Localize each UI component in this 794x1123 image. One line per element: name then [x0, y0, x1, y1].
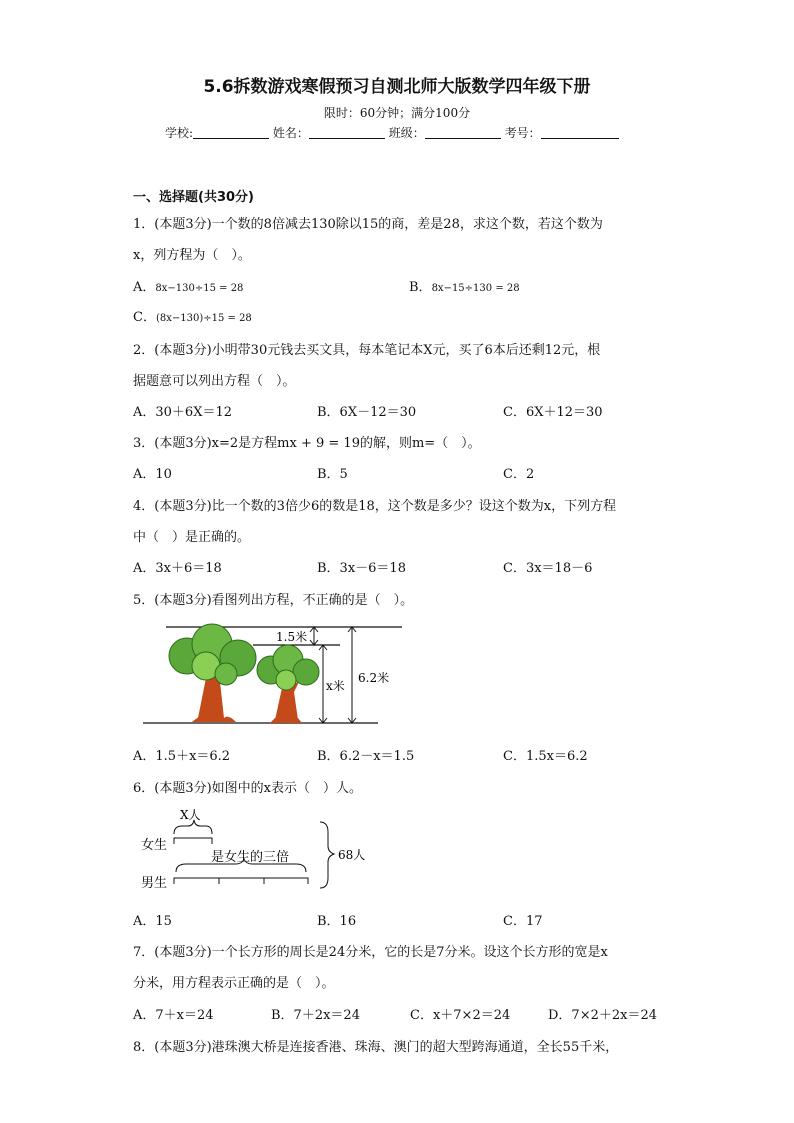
question-2-text: 2．(本题3分)小明带30元钱去买文具，每本笔记本X元，买了6本后还剩12元，根 — [133, 343, 601, 358]
class-blank[interactable] — [425, 126, 501, 139]
option-5c[interactable]: C．1.5x＝6.2 — [503, 749, 588, 764]
total-label: 68人 — [338, 848, 366, 862]
option-1a[interactable]: A．8x−130÷15 = 28 — [133, 280, 244, 295]
name-label: 姓名： — [272, 126, 309, 140]
option-2a[interactable]: A．30＋6X＝12 — [133, 405, 232, 420]
option-3c[interactable]: C．2 — [503, 467, 535, 482]
option-6c[interactable]: C．17 — [503, 914, 543, 929]
x-height-label: x米 — [326, 679, 345, 693]
option-7c[interactable]: C．x＋7×2＝24 — [410, 1008, 511, 1023]
tree-height-figure — [140, 618, 410, 730]
boys-label: 男生 — [141, 876, 168, 891]
exam-number-label: 考号： — [504, 126, 541, 140]
x-people-label: X人 — [180, 808, 201, 822]
question-6-text: 6．(本题3分)如图中的x表示（ ）人。 — [133, 781, 363, 796]
school-label: 学校: — [165, 126, 194, 140]
question-3-text: 3．(本题3分)x=2是方程mx + 9 = 19的解，则m=（ ）。 — [133, 436, 481, 451]
girls-top-brace — [174, 820, 212, 834]
student-info-line — [165, 124, 619, 141]
triple-label: 是女生的三倍 — [211, 850, 290, 865]
small-tree-icon — [257, 645, 319, 723]
section-heading: 一、选择题(共30分) — [133, 190, 254, 205]
question-5-text: 5．(本题3分)看图列出方程，不正确的是（ ）。 — [133, 593, 414, 608]
student-count-figure — [136, 804, 376, 896]
option-3a[interactable]: A．10 — [133, 467, 172, 482]
option-4a[interactable]: A．3x＋6＝18 — [133, 561, 222, 576]
question-4-text-cont: 中（ ）是正确的。 — [133, 530, 251, 545]
question-2-text-cont: 据题意可以列出方程（ ）。 — [133, 374, 296, 389]
top-gap-arrow — [310, 627, 318, 645]
option-2b[interactable]: B．6X－12＝30 — [317, 405, 417, 420]
total-brace — [320, 822, 334, 888]
school-blank[interactable] — [193, 126, 269, 139]
boys-segment — [174, 878, 308, 884]
top-gap-label: 1.5米 — [276, 630, 308, 644]
question-8-text: 8．(本题3分)港珠澳大桥是连接香港、珠海、澳门的超大型跨海通道，全长55千米， — [133, 1040, 619, 1055]
total-height-arrow — [348, 627, 356, 723]
exam-number-blank[interactable] — [541, 126, 619, 139]
option-1c[interactable]: C．(8x−130)÷15 = 28 — [133, 310, 252, 325]
class-label: 班级： — [388, 126, 425, 140]
option-4c[interactable]: C．3x＝18－6 — [503, 561, 593, 576]
question-4-text: 4．(本题3分)比一个数的3倍少6的数是18，这个数是多少？设这个数为x，下列方程 — [133, 499, 617, 514]
option-6b[interactable]: B．16 — [317, 914, 357, 929]
time-limit: 限时：60分钟；满分100分 — [323, 106, 471, 120]
option-2c[interactable]: C．6X＋12＝30 — [503, 405, 603, 420]
question-7-text-cont: 分米，用方程表示正确的是（ ）。 — [133, 976, 335, 991]
option-7b[interactable]: B．7＋2x＝24 — [271, 1008, 360, 1023]
girls-label: 女生 — [141, 838, 168, 853]
option-7d[interactable]: D．7×2＋2x＝24 — [548, 1008, 658, 1023]
option-3b[interactable]: B．5 — [317, 467, 348, 482]
question-7-text: 7．(本题3分)一个长方形的周长是24分米，它的长是7分米。设这个长方形的宽是x — [133, 945, 608, 960]
big-tree-icon — [169, 624, 256, 722]
option-5b[interactable]: B．6.2－x＝1.5 — [317, 749, 415, 764]
total-height-label: 6.2米 — [358, 671, 390, 685]
option-4b[interactable]: B．3x－6＝18 — [317, 561, 406, 576]
page-title: 5.6拆数游戏寒假预习自测北师大版数学四年级下册 — [203, 77, 591, 97]
option-1b[interactable]: B．8x−15÷130 = 28 — [409, 280, 520, 295]
option-6a[interactable]: A．15 — [133, 914, 172, 929]
girls-segment — [174, 838, 212, 844]
option-7a[interactable]: A．7＋x＝24 — [133, 1008, 214, 1023]
question-1-text-cont: x，列方程为（ ）。 — [133, 248, 251, 263]
question-1-text: 1．(本题3分)一个数的8倍减去130除以15的商，差是28，求这个数，若这个数为 — [133, 217, 603, 232]
name-blank[interactable] — [309, 126, 385, 139]
option-5a[interactable]: A．1.5＋x＝6.2 — [133, 749, 231, 764]
